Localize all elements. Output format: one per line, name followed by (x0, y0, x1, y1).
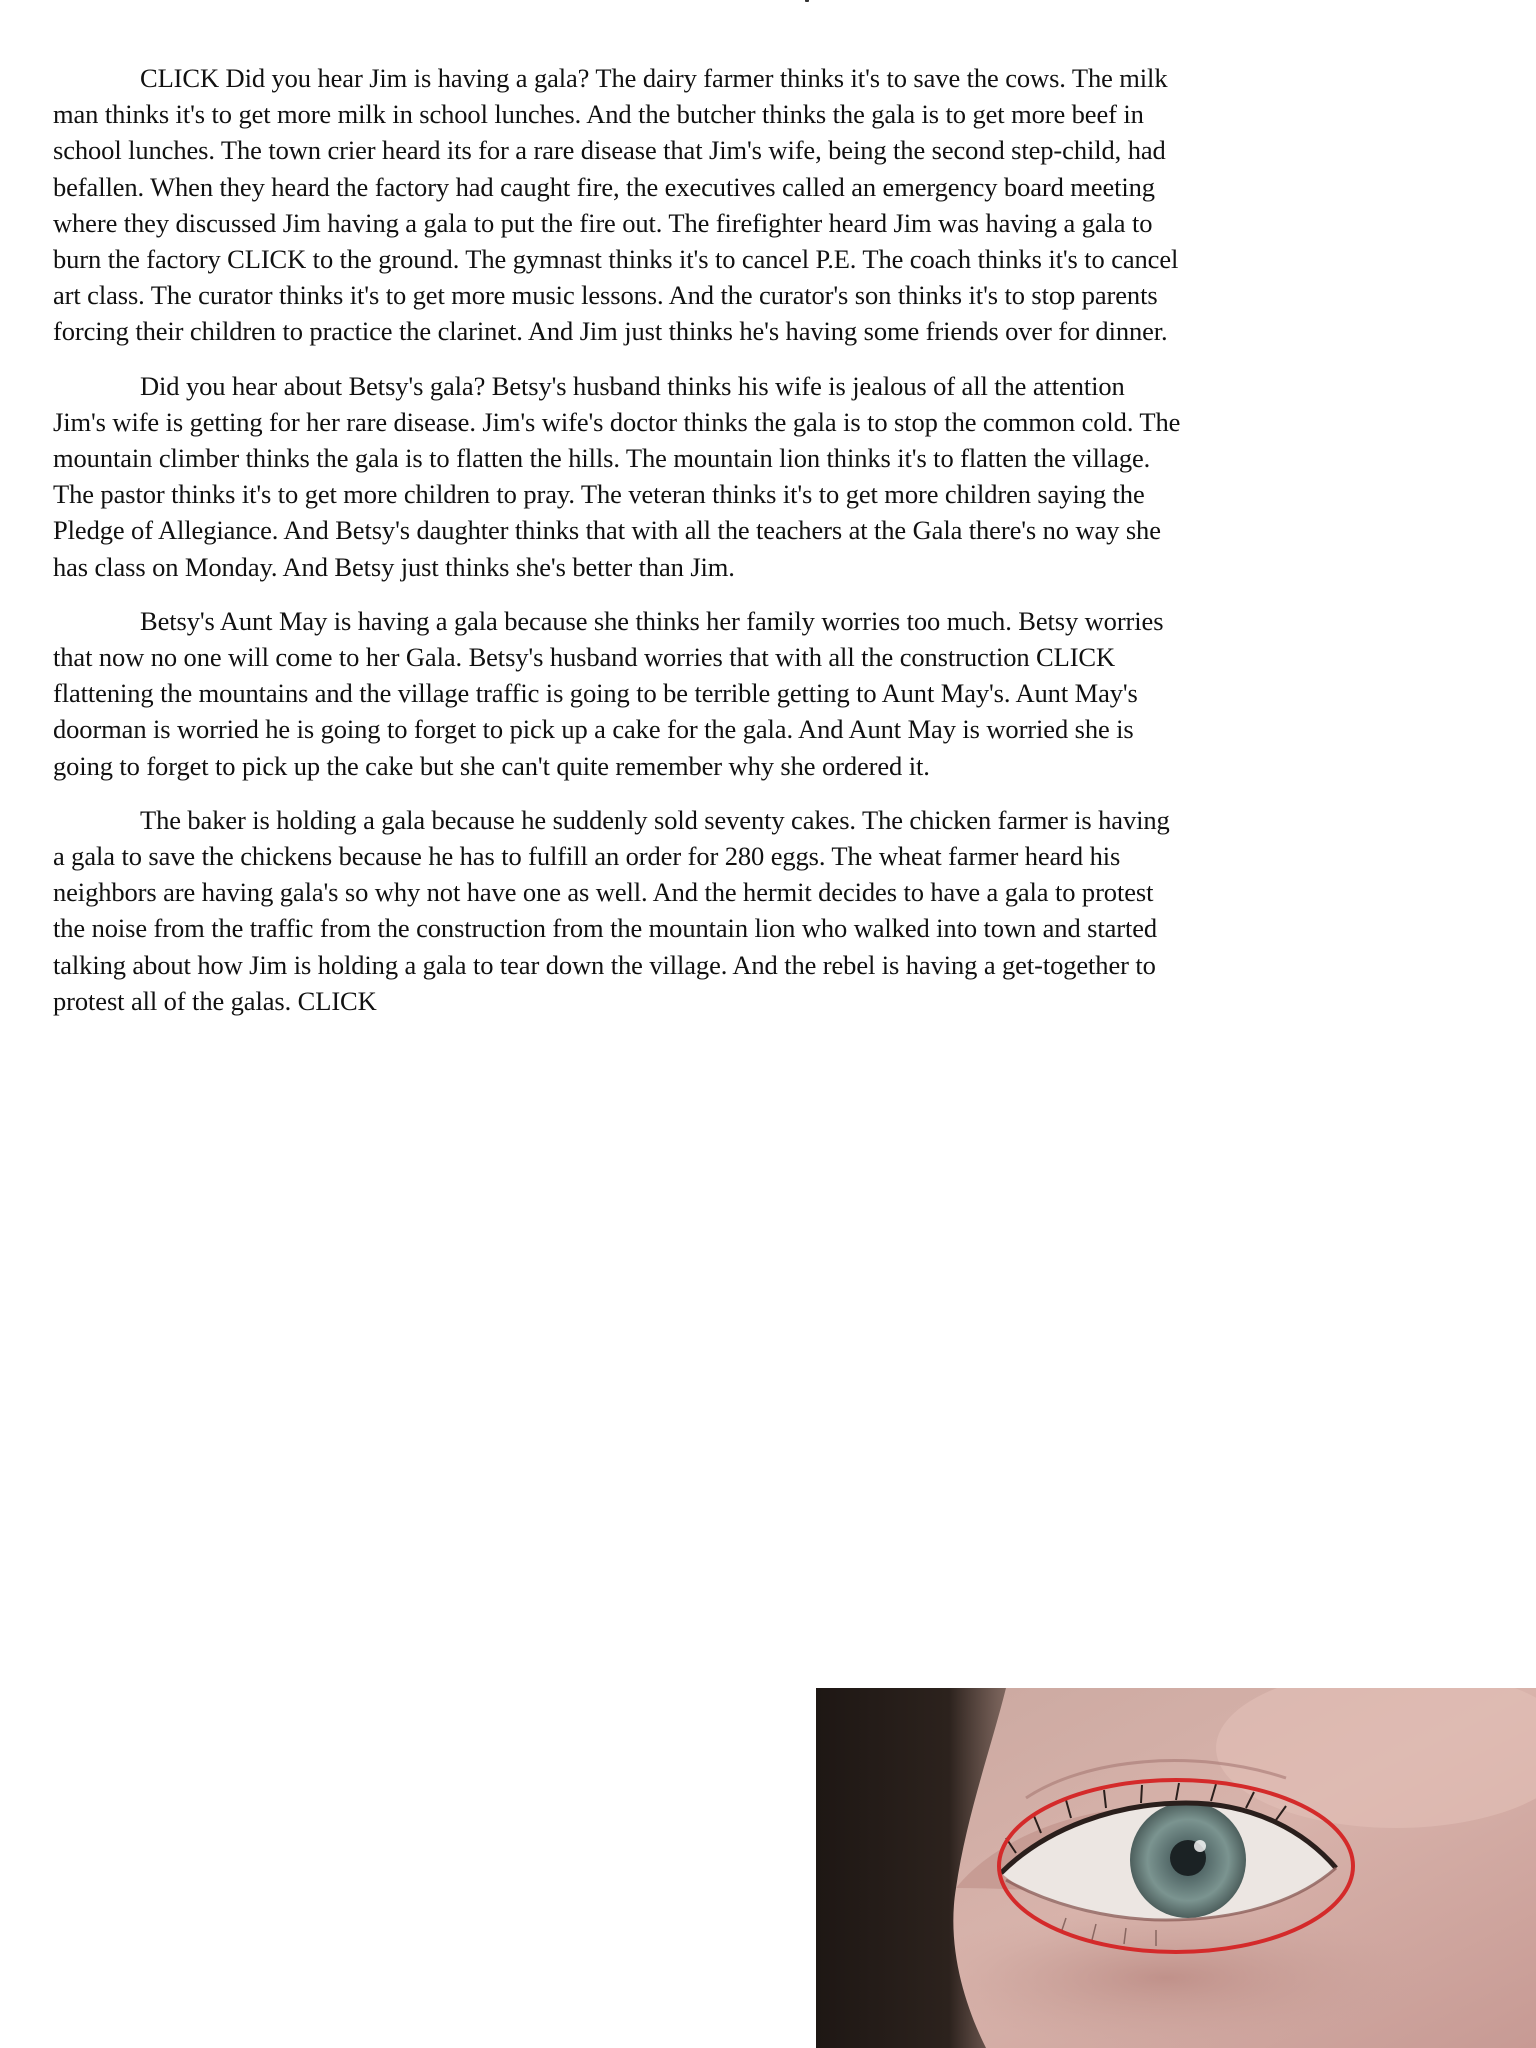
paragraph-3: Betsy's Aunt May is having a gala because she thinks her family worries too much. Betsy worries that now no one will come to her Gala. Betsy's husband worries that with all the construction CLICK flattening the mountains and the village traffic is going to be terrible getting to Aunt May's. Aunt May's doorman is worried he is going to forget to pick up a cake for the gala. And Aunt May is worried she is going to forget to pick up the cake but she can't quite remember why she ordered it. (53, 605, 1164, 781)
eye-photo-icon (816, 1688, 1536, 2048)
eye-photo (816, 1688, 1536, 2048)
paragraph-4: The baker is holding a gala because he suddenly sold seventy cakes. The chicken farmer is having a gala to save the chickens because he has to fulfill an order for 280 eggs. The wheat farmer heard his neighbors are having gala's so why not have one as well. And the hermit decides to have a gala to protest the noise from the traffic from the construction from the mountain lion who walked into town and started talking about how Jim is holding a gala to tear down the village. And the rebel is having a get-together to protest all of the galas. CLICK (53, 804, 1170, 1016)
paragraph-2: Did you hear about Betsy's gala? Betsy's husband thinks his wife is jealous of all the attention Jim's wife is getting for her rare disease. Jim's wife's doctor thinks the gala is to stop the common cold. The mountain climber thinks the gala is to flatten the hills. The mountain lion thinks it's to flatten the village. The pastor thinks it's to get more children to pray. The veteran thinks it's to get more children saying the Pledge of Allegiance. And Betsy's daughter thinks that with all the teachers at the Gala there's no way she has class on Monday. And Betsy just thinks she's better than Jim. (53, 370, 1181, 582)
page-top-mark (805, 0, 809, 2)
document-body (53, 60, 1183, 1037)
paragraph-1: CLICK Did you hear Jim is having a gala? The dairy farmer thinks it's to save the cows. The milk man thinks it's to get more milk in school lunches. And the butcher thinks the gala is to get more beef in school lunches. The town crier heard its for a rare disease that Jim's wife, being the second step-child, had befallen. When they heard the factory had caught fire, the executives called an emergency board meeting where they discussed Jim having a gala to put the fire out. The firefighter heard Jim was having a gala to burn the factory CLICK to the ground. The gymnast thinks it's to cancel P.E. The coach thinks it's to cancel art class. The curator thinks it's to get more music lessons. And the curator's son thinks it's to stop parents forcing their children to practice the clarinet. And Jim just thinks he's having some friends over for dinner. (53, 63, 1179, 347)
